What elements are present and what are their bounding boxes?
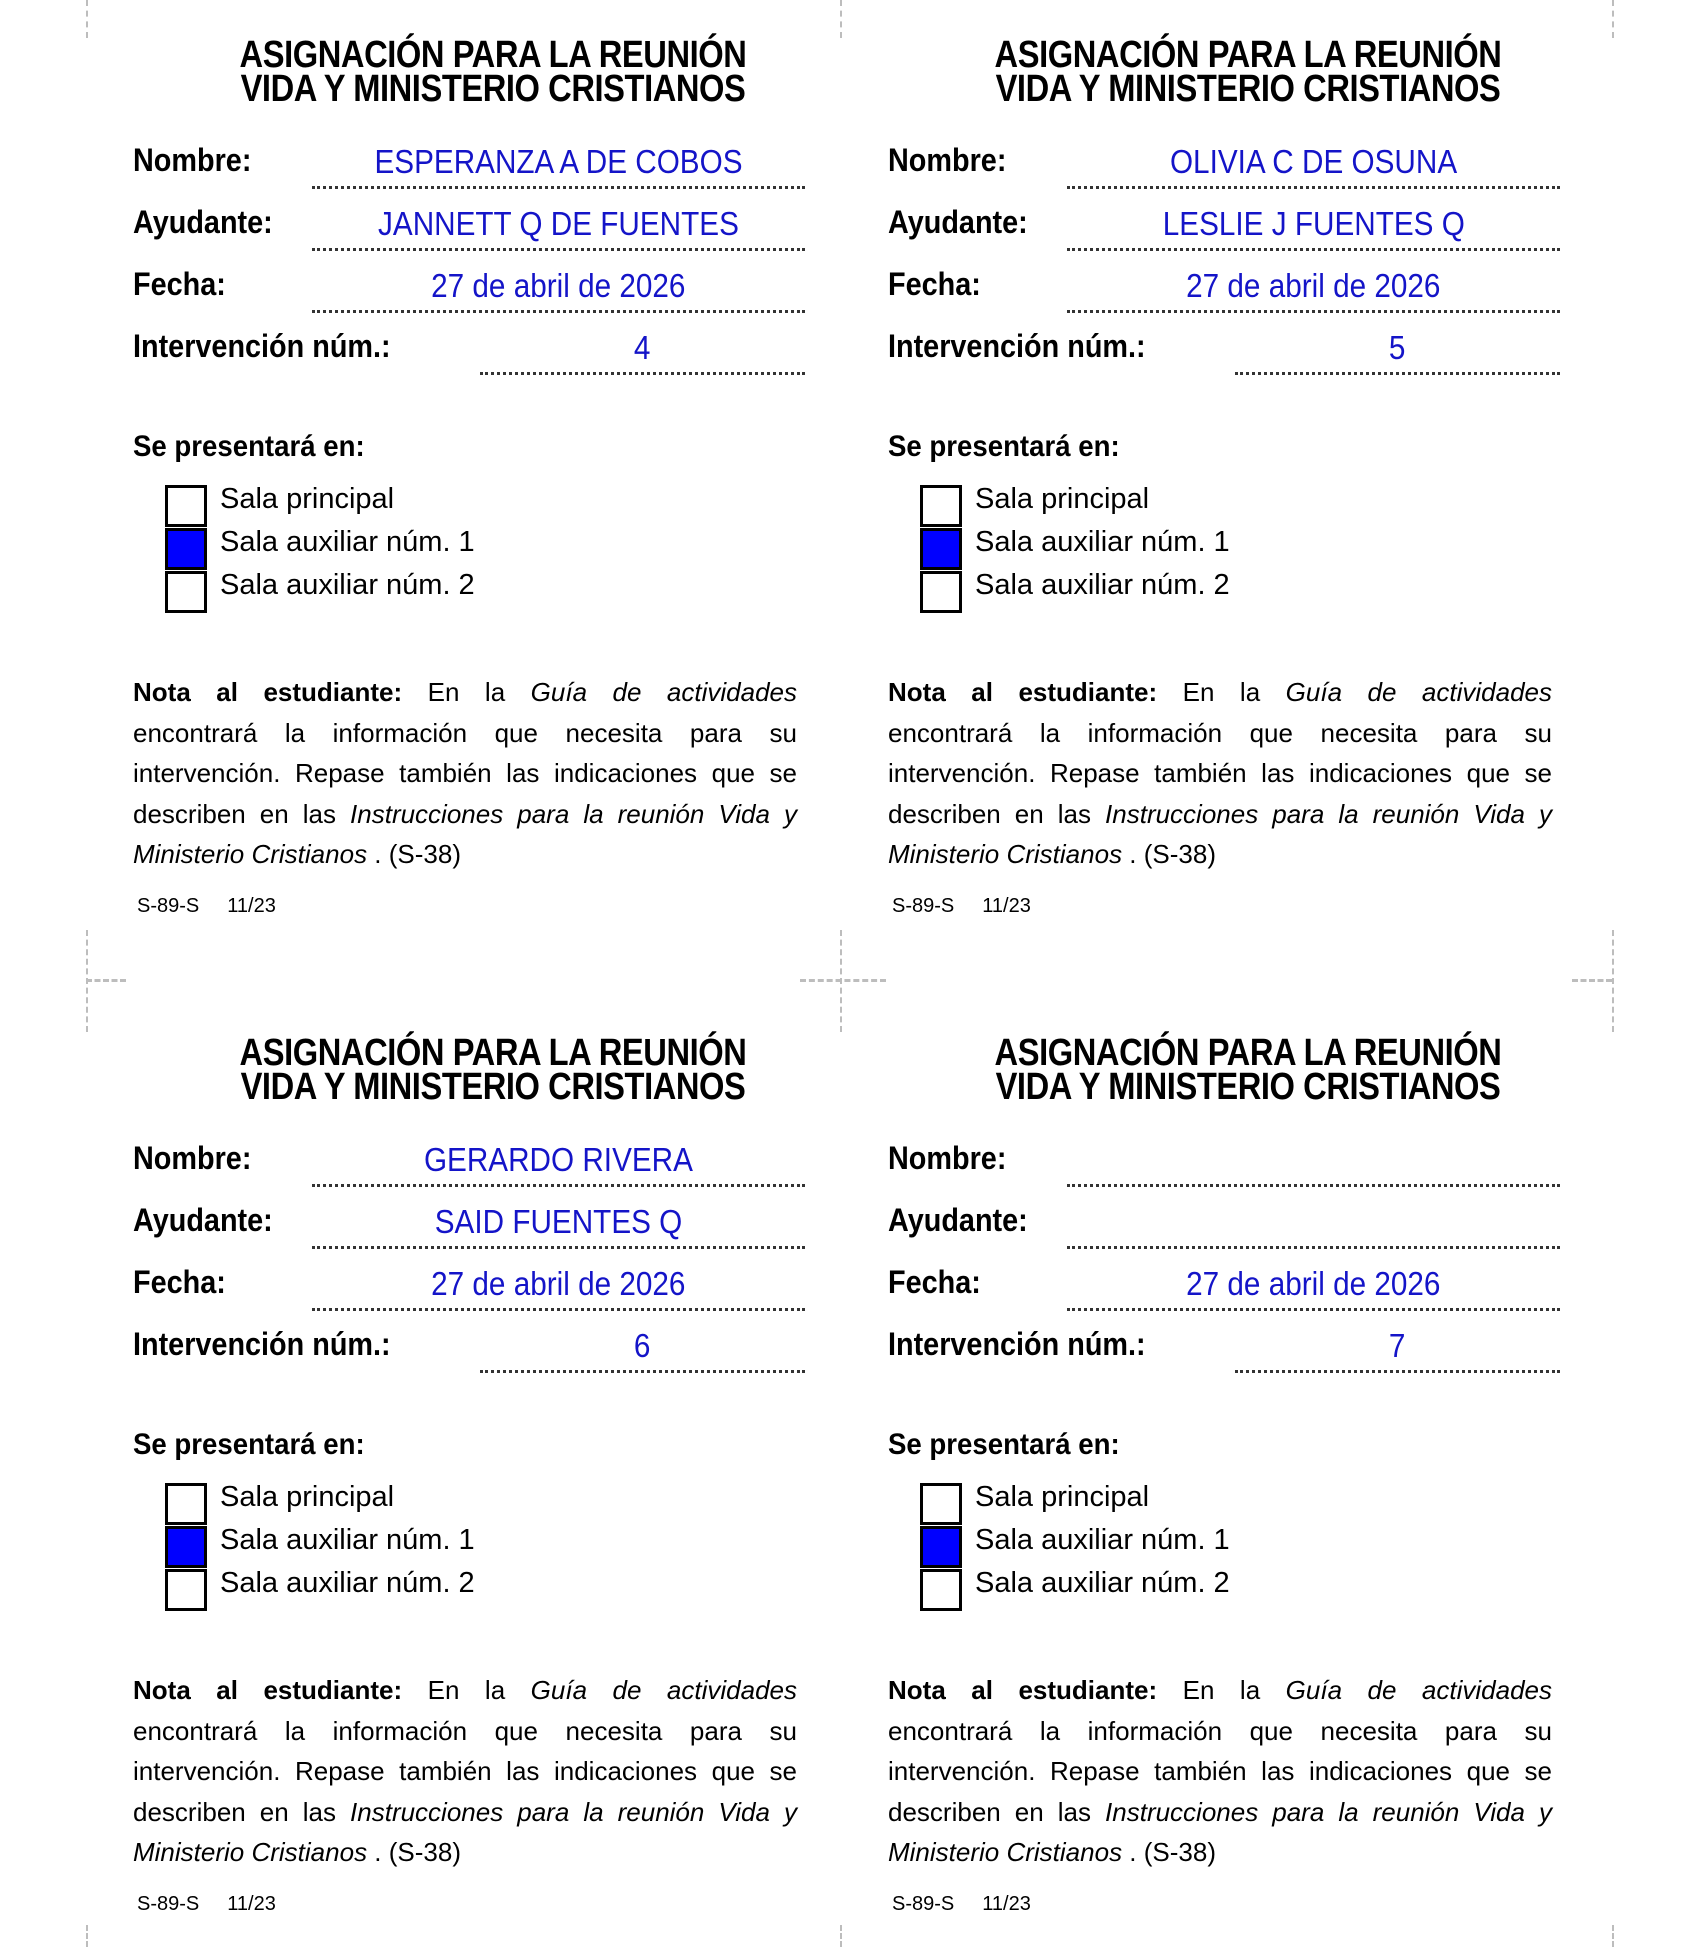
- note-text: En la: [402, 677, 531, 707]
- student-note: [888, 672, 1552, 875]
- card-title: [133, 1032, 853, 1108]
- intervencion-label: Intervención núm.:: [133, 328, 391, 364]
- title-line-2: VIDA Y MINISTERIO CRISTIANOS: [240, 68, 746, 110]
- nombre-label: Nombre:: [888, 142, 1007, 178]
- option-label: Sala principal: [975, 1481, 1150, 1513]
- option-sala-principal[interactable]: [920, 1483, 1320, 1525]
- option-label: Sala auxiliar núm. 1: [220, 1524, 475, 1556]
- fecha-value: 27 de abril de 2026: [431, 267, 686, 304]
- ayudante-field[interactable]: [312, 204, 805, 251]
- nombre-field[interactable]: [312, 1140, 805, 1187]
- student-note: [888, 1670, 1552, 1873]
- checkbox-icon[interactable]: [165, 1569, 207, 1611]
- assignment-card: [133, 998, 833, 1958]
- intervencion-row: [133, 328, 833, 378]
- intervencion-row: [133, 1326, 833, 1376]
- option-label: Sala principal: [220, 1481, 395, 1513]
- intervencion-field[interactable]: [480, 1326, 805, 1373]
- title-line-1: ASIGNACIÓN PARA LA REUNIÓN: [994, 1032, 1502, 1074]
- checkbox-icon[interactable]: [920, 571, 962, 613]
- option-sala-principal[interactable]: [165, 1483, 565, 1525]
- option-label: Sala auxiliar núm. 2: [975, 1567, 1230, 1599]
- note-text: encontrará la información que necesita para su intervención. Repase también las indicaciones que se describen en las: [888, 1715, 1552, 1827]
- form-footer: [892, 895, 1031, 918]
- presentara-label: Se presentará en:: [888, 430, 1120, 463]
- nombre-value: GERARDO RIVERA: [423, 1141, 693, 1178]
- ayudante-field[interactable]: [1067, 1202, 1560, 1249]
- note-text: En la: [1157, 1675, 1286, 1705]
- ayudante-value: SAID FUENTES Q: [434, 1203, 683, 1240]
- option-label: Sala auxiliar núm. 1: [975, 1524, 1230, 1556]
- option-label: Sala auxiliar núm. 1: [220, 526, 475, 558]
- note-guide-title: Guía de actividades: [1285, 1675, 1553, 1705]
- intervencion-field[interactable]: [480, 328, 805, 375]
- nombre-row: [133, 1140, 833, 1190]
- option-label: Sala auxiliar núm. 1: [975, 526, 1230, 558]
- option-sala-auxiliar-2[interactable]: [165, 571, 565, 613]
- intervencion-label: Intervención núm.:: [888, 328, 1146, 364]
- crop-mark: [840, 1925, 842, 1947]
- fecha-label: Fecha:: [888, 1264, 981, 1300]
- card-title: [888, 1032, 1608, 1108]
- nombre-field[interactable]: [1067, 142, 1560, 189]
- intervencion-field[interactable]: [1235, 1326, 1560, 1373]
- fecha-field[interactable]: [1067, 266, 1560, 313]
- fecha-value: 27 de abril de 2026: [431, 1265, 686, 1302]
- checkbox-icon[interactable]: [920, 1526, 962, 1568]
- note-text: . (S-38): [1122, 839, 1216, 869]
- option-sala-auxiliar-2[interactable]: [165, 1569, 565, 1611]
- form-footer: [137, 895, 276, 918]
- checkbox-icon[interactable]: [165, 528, 207, 570]
- form-date: 11/23: [982, 1893, 1031, 1915]
- nombre-row: [133, 142, 833, 192]
- nombre-value: ESPERANZA A DE COBOS: [374, 143, 743, 180]
- fecha-label: Fecha:: [888, 266, 981, 302]
- title-line-1: ASIGNACIÓN PARA LA REUNIÓN: [994, 34, 1502, 76]
- checkbox-icon[interactable]: [920, 1569, 962, 1611]
- option-sala-auxiliar-2[interactable]: [920, 571, 1320, 613]
- intervencion-row: [888, 1326, 1588, 1376]
- checkbox-icon[interactable]: [165, 571, 207, 613]
- form-date: 11/23: [227, 895, 276, 917]
- intervencion-label: Intervención núm.:: [888, 1326, 1146, 1362]
- note-heading: Nota al estudiante:: [133, 1675, 403, 1705]
- checkbox-icon[interactable]: [165, 1526, 207, 1568]
- nombre-label: Nombre:: [888, 1140, 1007, 1176]
- note-instructions-title: Instrucciones para la reunión Vida y Ministerio Cristianos: [888, 1796, 1552, 1867]
- title-line-2: VIDA Y MINISTERIO CRISTIANOS: [995, 68, 1501, 110]
- crop-mark: [86, 0, 88, 38]
- form-date: 11/23: [227, 1893, 276, 1915]
- form-footer: [137, 1893, 276, 1916]
- option-label: Sala auxiliar núm. 2: [220, 569, 475, 601]
- note-text: En la: [402, 1675, 531, 1705]
- ayudante-value: JANNETT Q DE FUENTES: [378, 205, 739, 242]
- checkbox-icon[interactable]: [165, 485, 207, 527]
- option-sala-auxiliar-2[interactable]: [920, 1569, 1320, 1611]
- form-code: S-89-S: [892, 895, 955, 917]
- crop-mark: [1572, 979, 1612, 982]
- ayudante-field[interactable]: [1067, 204, 1560, 251]
- note-instructions-title: Instrucciones para la reunión Vida y Ministerio Cristianos: [888, 798, 1552, 869]
- note-instructions-title: Instrucciones para la reunión Vida y Ministerio Cristianos: [133, 798, 797, 869]
- card-title: [888, 34, 1608, 110]
- checkbox-icon[interactable]: [165, 1483, 207, 1525]
- fecha-row: [888, 1264, 1588, 1314]
- form-code: S-89-S: [137, 895, 200, 917]
- assignment-card: [133, 0, 833, 960]
- fecha-row: [133, 266, 833, 316]
- ayudante-row: [133, 1202, 833, 1252]
- student-note: [133, 1670, 797, 1873]
- assignment-card: [888, 998, 1588, 1958]
- note-text: . (S-38): [367, 839, 461, 869]
- checkbox-icon[interactable]: [920, 528, 962, 570]
- presentara-label: Se presentará en:: [133, 1428, 365, 1461]
- note-text: . (S-38): [1122, 1837, 1216, 1867]
- crop-mark: [1612, 0, 1614, 38]
- note-text: . (S-38): [367, 1837, 461, 1867]
- option-label: Sala principal: [975, 483, 1150, 515]
- form-date: 11/23: [982, 895, 1031, 917]
- note-guide-title: Guía de actividades: [530, 1675, 798, 1705]
- nombre-field[interactable]: [312, 142, 805, 189]
- ayudante-label: Ayudante:: [888, 1202, 1028, 1238]
- ayudante-label: Ayudante:: [133, 1202, 273, 1238]
- option-label: Sala principal: [220, 483, 395, 515]
- nombre-label: Nombre:: [133, 142, 252, 178]
- nombre-row: [888, 1140, 1588, 1190]
- fecha-row: [888, 266, 1588, 316]
- card-title: [133, 34, 853, 110]
- intervencion-row: [888, 328, 1588, 378]
- form-code: S-89-S: [892, 1893, 955, 1915]
- ayudante-row: [133, 204, 833, 254]
- title-line-1: ASIGNACIÓN PARA LA REUNIÓN: [239, 34, 747, 76]
- fecha-label: Fecha:: [133, 1264, 226, 1300]
- nombre-field[interactable]: [1067, 1140, 1560, 1187]
- fecha-label: Fecha:: [133, 266, 226, 302]
- title-line-2: VIDA Y MINISTERIO CRISTIANOS: [240, 1066, 746, 1108]
- ayudante-field[interactable]: [312, 1202, 805, 1249]
- nombre-row: [888, 142, 1588, 192]
- option-sala-principal[interactable]: [165, 485, 565, 527]
- note-heading: Nota al estudiante:: [133, 677, 403, 707]
- note-text: encontrará la información que necesita para su intervención. Repase también las indicaciones que se describen en las: [133, 717, 797, 829]
- presentara-label: Se presentará en:: [888, 1428, 1120, 1461]
- crop-mark: [840, 0, 842, 38]
- crop-mark: [86, 979, 126, 982]
- crop-mark: [86, 1925, 88, 1947]
- presentara-label: Se presentará en:: [133, 430, 365, 463]
- form-code: S-89-S: [137, 1893, 200, 1915]
- option-sala-auxiliar-1[interactable]: [165, 1526, 565, 1568]
- intervencion-value: 4: [634, 329, 651, 366]
- ayudante-label: Ayudante:: [888, 204, 1028, 240]
- ayudante-label: Ayudante:: [133, 204, 273, 240]
- fecha-field[interactable]: [1067, 1264, 1560, 1311]
- crop-mark: [1612, 930, 1614, 1032]
- note-heading: Nota al estudiante:: [888, 677, 1158, 707]
- option-sala-auxiliar-1[interactable]: [920, 1526, 1320, 1568]
- checkbox-icon[interactable]: [920, 1483, 962, 1525]
- ayudante-row: [888, 204, 1588, 254]
- fecha-field[interactable]: [312, 1264, 805, 1311]
- fecha-value: 27 de abril de 2026: [1186, 267, 1441, 304]
- assignment-card: [888, 0, 1588, 960]
- intervencion-value: 7: [1389, 1327, 1406, 1364]
- checkbox-icon[interactable]: [920, 485, 962, 527]
- title-line-2: VIDA Y MINISTERIO CRISTIANOS: [995, 1066, 1501, 1108]
- crop-mark: [800, 979, 886, 982]
- option-label: Sala auxiliar núm. 2: [220, 1567, 475, 1599]
- note-text: En la: [1157, 677, 1286, 707]
- option-sala-auxiliar-1[interactable]: [165, 528, 565, 570]
- option-sala-auxiliar-1[interactable]: [920, 528, 1320, 570]
- title-line-1: ASIGNACIÓN PARA LA REUNIÓN: [239, 1032, 747, 1074]
- crop-mark: [1612, 1925, 1614, 1947]
- fecha-value: 27 de abril de 2026: [1186, 1265, 1441, 1302]
- note-heading: Nota al estudiante:: [888, 1675, 1158, 1705]
- note-instructions-title: Instrucciones para la reunión Vida y Ministerio Cristianos: [133, 1796, 797, 1867]
- intervencion-value: 6: [634, 1327, 651, 1364]
- intervencion-label: Intervención núm.:: [133, 1326, 391, 1362]
- fecha-field[interactable]: [312, 266, 805, 313]
- fecha-row: [133, 1264, 833, 1314]
- note-guide-title: Guía de actividades: [530, 677, 798, 707]
- ayudante-row: [888, 1202, 1588, 1252]
- intervencion-value: 5: [1389, 329, 1406, 366]
- student-note: [133, 672, 797, 875]
- nombre-value: OLIVIA C DE OSUNA: [1169, 143, 1458, 180]
- ayudante-value: LESLIE J FUENTES Q: [1162, 205, 1465, 242]
- form-footer: [892, 1893, 1031, 1916]
- nombre-label: Nombre:: [133, 1140, 252, 1176]
- note-text: encontrará la información que necesita para su intervención. Repase también las indicaciones que se describen en las: [133, 1715, 797, 1827]
- option-label: Sala auxiliar núm. 2: [975, 569, 1230, 601]
- note-text: encontrará la información que necesita para su intervención. Repase también las indicaciones que se describen en las: [888, 717, 1552, 829]
- intervencion-field[interactable]: [1235, 328, 1560, 375]
- option-sala-principal[interactable]: [920, 485, 1320, 527]
- note-guide-title: Guía de actividades: [1285, 677, 1553, 707]
